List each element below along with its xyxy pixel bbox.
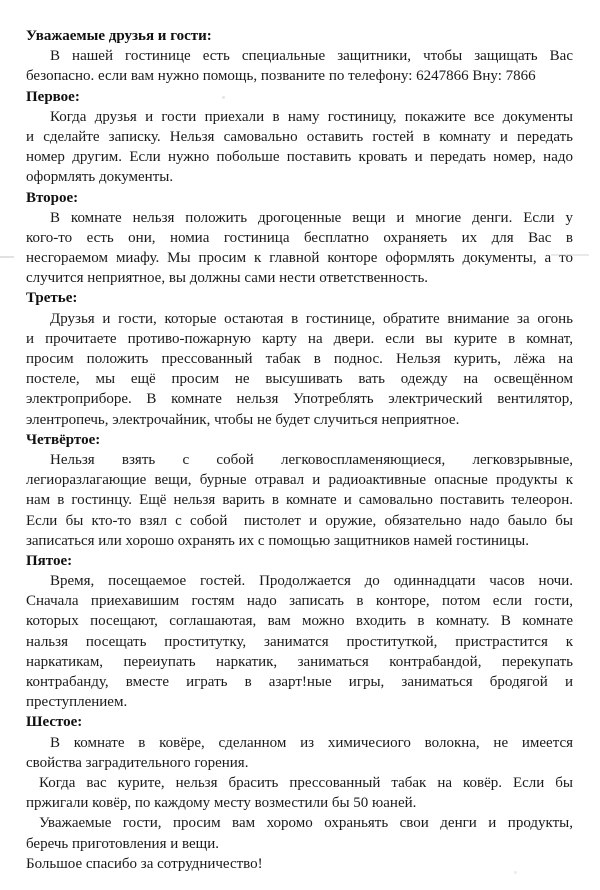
intro-heading: Уважаемые друзья и гости: [26, 28, 212, 44]
text-line: электроприборе. В комнате нельзя Употреблять электрический вентилятор, [26, 391, 573, 408]
text-line: Нельзя взять с собой легковоспламеняющиеся, легковзрывные, [50, 451, 573, 468]
text-line: свойства заградительного горения. [26, 754, 249, 771]
text-line: Сначала приехавишим гостям надо записать в конторе, потом если гости, [26, 593, 573, 610]
text-line: которых посещают, соглашаютая, вам можно входить в комнату. В комнате [26, 613, 573, 630]
text-line: записаться или хорошо охранять их с помощью защитников намей гостиницы. [26, 532, 529, 549]
text-line: кого-то есть они, номиа гостиница бесплатно охраняеть их для Вас в [26, 229, 573, 246]
section-heading: Второе: [26, 189, 79, 206]
text-line: преступлением. [26, 694, 128, 711]
text-line: и прочитаете противо-пожарную карту на двери. если вы курите в комнат, [26, 330, 573, 347]
text-line: элентропечь, электрочайник, чтобы не будет случиться неприятное. [26, 411, 460, 428]
text-line: беречь приготовления и вещи. [26, 835, 219, 852]
text-line: В комнате нельзя положить дрогоценные вещи и многие денги. Если у [50, 209, 573, 226]
section-heading: Четвёртое: [26, 431, 101, 448]
section-heading: Пятое: [26, 552, 73, 569]
section-heading: Третье: [26, 290, 78, 307]
text-line: и сделайте записку. Нельзя самовально оставить гостей в комнату и передать [26, 128, 573, 145]
text-line: Когда друзья и гости приехали в наму гостиницу, покажите все документы [50, 108, 573, 125]
text-line: Если бы кто-то взял с собой пистолет и оружие, обязательно надо баыло бы [26, 512, 573, 529]
text-line: контрабанду, вместе играть в азарт!ные игры, заниматься бродягой и [26, 674, 573, 690]
section-heading: Первое: [26, 88, 80, 105]
text-line: наркатикам, переиупать наркатик, заниматься контрабандой, перекупать [26, 653, 573, 670]
text-line: Уважаемые гости, просим вам хоромо охраньять свои денги и продукты, [39, 815, 573, 832]
text-line: Друзья и гости, которые остаютая в гостинице, обратите внимание за огонь [50, 310, 573, 327]
text-line: пржигали ковёр, по каждому месту возместили бы 50 юаней. [26, 795, 417, 812]
text-line: нальзя посещать проститутку, заниматся проституткой, пристрастится к [26, 633, 573, 650]
text-line: номер другим. Если нужно побольше поставить кровать и передать номер, надо [26, 149, 573, 166]
text-line: несгораемом миафу. Мы просим к главной конторе оформлять документы, а то [26, 250, 573, 267]
text-line: случится неприятное, вы должны сами нести ответственность. [26, 270, 429, 287]
text-line: оформлять документы. [26, 169, 174, 186]
text-line: безопасно. если вам нужно помощь, позваните по телефону: 6247866 Вну: 7866 [26, 68, 536, 85]
text-line: просим положить прессованный табак в поднос. Нельзя курить, лёжа на [26, 351, 573, 367]
closing-line: Большое спасибо за сотрудничество! [26, 855, 263, 872]
text-line: Когда вас курите, нельзя брасить прессованный табак на ковёр. Если бы [39, 774, 573, 791]
scan-artifact [0, 256, 14, 258]
section-heading: Шестое: [26, 714, 83, 731]
text-line: легиоразлагающие вещи, бурные отравал и радиоактивные опасные продукты к [26, 472, 573, 489]
text-line: нам в гостинцу. Ещё нельзя варить в комнате и самовально поставить телеорон. [26, 492, 573, 509]
text-line: В нашей гостинице есть специальные защитники, чтобы защищать Вас [50, 48, 573, 65]
text-line: В комнате в ковёре, сделанном из химичесиого волокна, не имеется [50, 734, 573, 751]
text-line: Время, посещаемое гостей. Продолжается до одиннадцати часов ночи. [50, 573, 573, 590]
text-line: постеле, мы ещё просим не высушивать вать одежду на освещённом [26, 371, 573, 388]
